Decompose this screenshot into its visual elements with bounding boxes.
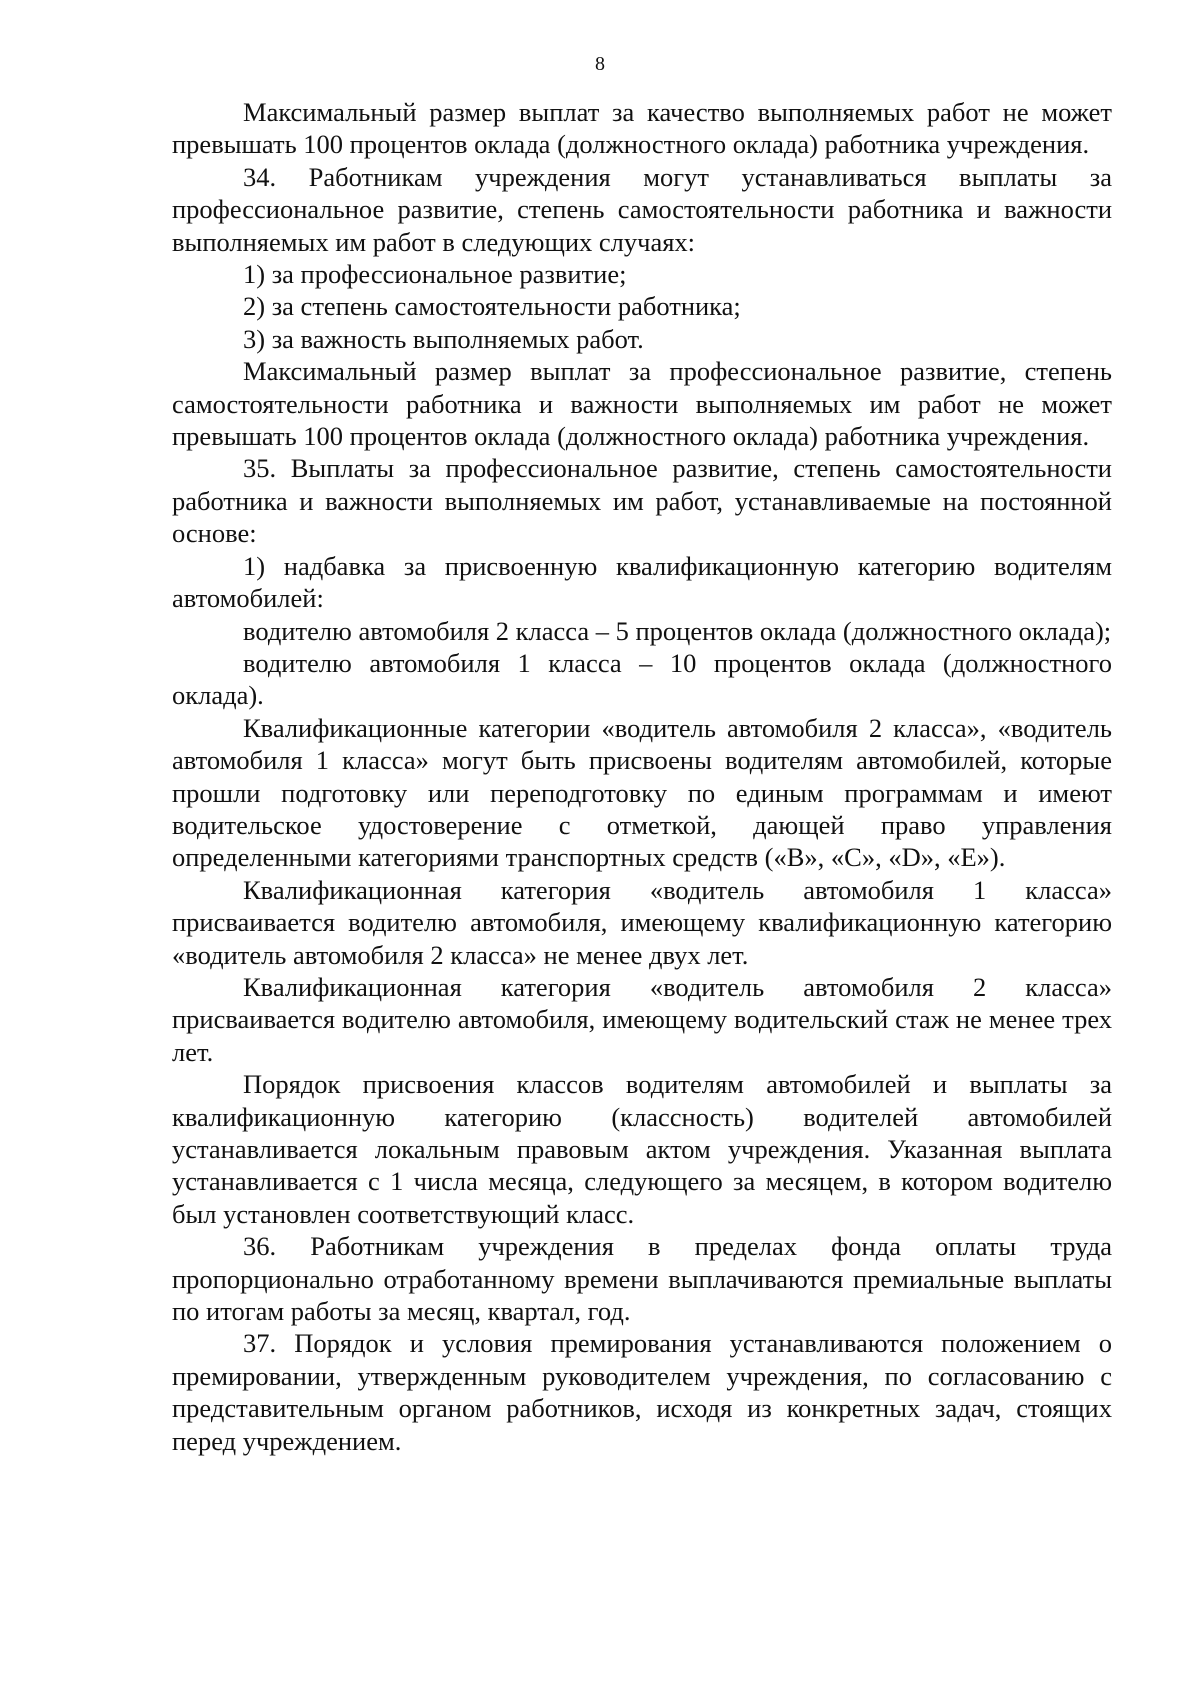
paragraph-35: 35. Выплаты за профессиональное развитие, степень самостоятельности работника и важности выполняемых им работ, устанавливаемые на постоянной основе: (172, 453, 1112, 549)
list-item-independence: 2) за степень самостоятельности работника; (243, 291, 741, 322)
page-number: 8 (595, 53, 605, 75)
paragraph-category-2-assignment: Квалификационная категория «водитель автомобиля 2 класса» присваивается водителю автомобиля, имеющему водительский стаж не менее трех лет. (172, 971, 1112, 1067)
paragraph-category-1-assignment: Квалификационная категория «водитель автомобиля 1 класса» присваивается водителю автомобиля, имеющему квалификационную категорию «водитель автомобиля 2 класса» не менее двух лет. (172, 874, 1112, 970)
paragraph-class-assignment-order: Порядок присвоения классов водителям автомобилей и выплаты за квалификационную категорию (классность) водителей автомобилей устанавливается локальным правовым актом учреждения. Указанная выплата устанавливается с 1 числа месяца, следующего за месяцем, в котором водителю был установлен соответствующий класс. (172, 1069, 1112, 1229)
paragraph-driver-class-2: водителю автомобиля 2 класса – 5 процентов оклада (должностного оклада); (243, 615, 1112, 646)
paragraph-37: 37. Порядок и условия премирования устанавливаются положением о премировании, утвержденным руководителем учреждения, по согласованию с представительным органом работников, исходя из конкретных задач, стоящих перед учреждением. (172, 1328, 1112, 1456)
paragraph-34: 34. Работникам учреждения могут устанавливаться выплаты за профессиональное развитие, степень самостоятельности работника и важности выполняемых им работ в следующих случаях: (172, 161, 1112, 257)
paragraph-max-development-payment: Максимальный размер выплат за профессиональное развитие, степень самостоятельности работника и важности выполняемых им работ не может превышать 100 процентов оклада (должностного оклада) работника учреждения. (172, 356, 1112, 452)
list-item-driver-bonus: 1) надбавка за присвоенную квалификационную категорию водителям автомобилей: (172, 550, 1112, 614)
paragraph-qualification-categories: Квалификационные категории «водитель автомобиля 2 класса», «водитель автомобиля 1 класса» могут быть присвоены водителям автомобилей, которые прошли подготовку или переподготовку по единым программам и имеют водительское удостоверение с отметкой, дающей право управления определенными категориями транспортных средств («B», «C», «D», «E»). (172, 712, 1112, 873)
paragraph-driver-class-1: водителю автомобиля 1 класса – 10 процентов оклада (должностного оклада). (172, 647, 1112, 711)
paragraph-max-quality-payment: Максимальный размер выплат за качество выполняемых работ не может превышать 100 процентов оклада (должностного оклада) работника учреждения. (172, 97, 1112, 160)
list-item-importance: 3) за важность выполняемых работ. (243, 323, 644, 354)
paragraph-36: 36. Работникам учреждения в пределах фонда оплаты труда пропорционально отработанному времени выплачиваются премиальные выплаты по итогам работы за месяц, квартал, год. (172, 1231, 1112, 1327)
list-item-professional-development: 1) за профессиональное развитие; (243, 259, 627, 290)
document-body (172, 96, 1112, 1457)
